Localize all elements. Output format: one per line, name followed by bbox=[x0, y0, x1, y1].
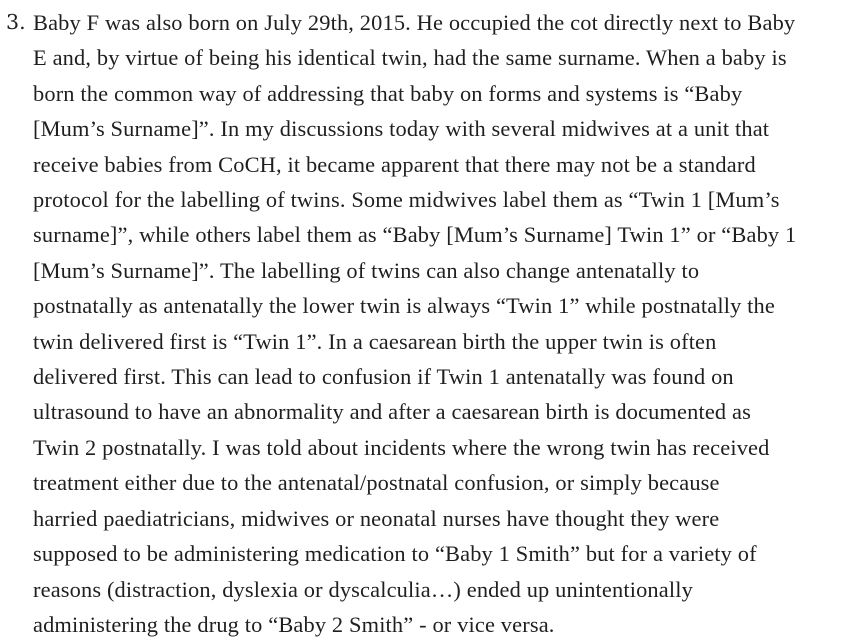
text-line: Twin 2 postnatally. I was told about incidents where the wrong twin has received bbox=[33, 434, 770, 460]
text-line: harried paediatricians, midwives or neonatal nurses have thought they were bbox=[33, 505, 720, 531]
text-line: protocol for the labelling of twins. Some midwives label them as “Twin 1 [Mum’s bbox=[33, 187, 780, 213]
text-line: receive babies from CoCH, it became apparent that there may not be a standard bbox=[33, 151, 756, 177]
text-line: [Mum’s Surname]”. In my discussions today with several midwives at a unit that bbox=[33, 116, 770, 142]
text-line: reasons (distraction, dyslexia or dyscalculia…) ended up unintentionally bbox=[33, 576, 693, 602]
text-line: born the common way of addressing that baby on forms and systems is “Baby bbox=[33, 80, 743, 106]
text-line: ultrasound to have an abnormality and after a caesarean birth is documented as bbox=[33, 399, 751, 425]
text-line: supposed to be administering medication to “Baby 1 Smith” but for a variety of bbox=[33, 541, 757, 567]
text-line: postnatally as antenatally the lower twin is always “Twin 1” while postnatally the bbox=[33, 293, 775, 319]
paragraph-text bbox=[33, 5, 844, 642]
text-line: E and, by virtue of being his identical twin, had the same surname. When a baby is bbox=[33, 45, 787, 71]
text-line: delivered first. This can lead to confusion if Twin 1 antenatally was found on bbox=[33, 364, 734, 390]
text-line: [Mum’s Surname]”. The labelling of twins can also change antenatally to bbox=[33, 257, 700, 283]
text-line: twin delivered first is “Twin 1”. In a caesarean birth the upper twin is often bbox=[33, 328, 717, 354]
text-line: treatment either due to the antenatal/postnatal confusion, or simply because bbox=[33, 470, 720, 496]
list-item-number: 3. bbox=[6, 10, 26, 34]
text-line: surname]”, while others label them as “Baby [Mum’s Surname] Twin 1” or “Baby 1 bbox=[33, 222, 797, 248]
text-line: Baby F was also born on July 29th, 2015. He occupied the cot directly next to Baby bbox=[33, 10, 796, 35]
text-line: administering the drug to “Baby 2 Smith” - or vice versa. bbox=[33, 611, 555, 637]
